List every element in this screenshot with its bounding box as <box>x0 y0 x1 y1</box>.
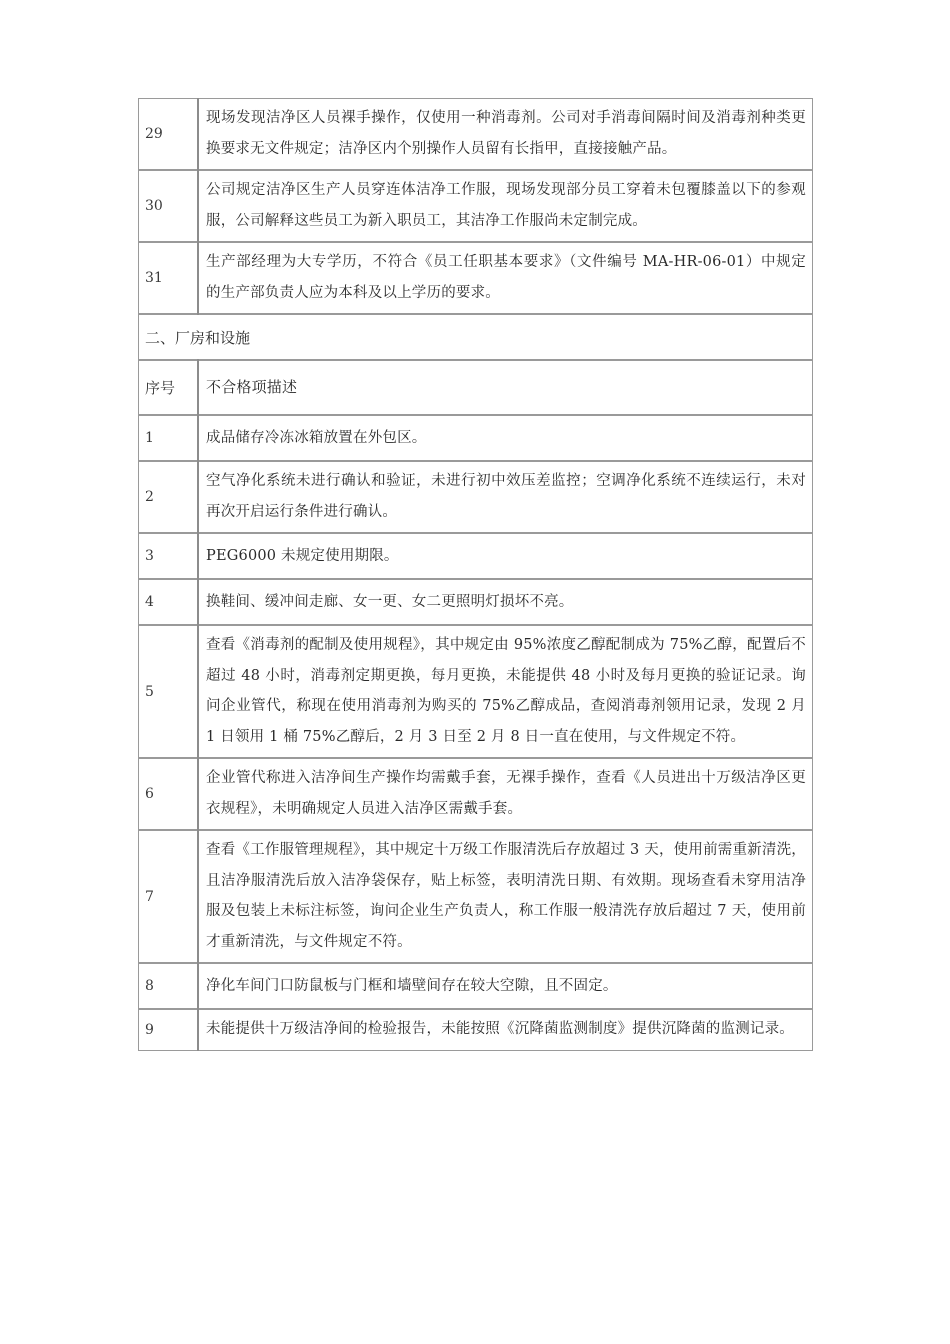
section-title: 二、厂房和设施 <box>139 314 813 360</box>
row-number: 29 <box>139 99 199 171</box>
row-description: 查看《工作服管理规程》，其中规定十万级工作服清洗后存放超过 3 天，使用前需重新清洗，且洁净服清洗后放入洁净袋保存，贴上标签，表明清洗日期、有效期。现场查看未穿用洁净服及包装上未标注标签，询问企业生产负责人，称工作服一般清洗存放后超过 7 天，使用前才重新清洗，与文件规定不符。 <box>198 830 813 963</box>
row-number: 8 <box>139 963 199 1009</box>
row-number: 3 <box>139 533 199 579</box>
table-row <box>139 1009 813 1050</box>
row-number: 7 <box>139 830 199 963</box>
row-number: 9 <box>139 1009 199 1050</box>
header-number: 序号 <box>139 360 199 415</box>
table-row <box>139 579 813 625</box>
table-row <box>139 830 813 963</box>
row-number: 5 <box>139 625 199 758</box>
nonconformity-table <box>138 98 813 1051</box>
table-row <box>139 99 813 171</box>
header-description: 不合格项描述 <box>198 360 813 415</box>
row-description: 未能提供十万级洁净间的检验报告，未能按照《沉降菌监测制度》提供沉降菌的监测记录。 <box>198 1009 813 1050</box>
row-number: 30 <box>139 170 199 242</box>
table-row <box>139 242 813 314</box>
row-description: 公司规定洁净区生产人员穿连体洁净工作服，现场发现部分员工穿着未包覆膝盖以下的参观服，公司解释这些员工为新入职员工，其洁净工作服尚未定制完成。 <box>198 170 813 242</box>
row-description: 生产部经理为大专学历，不符合《员工任职基本要求》（文件编号 MA-HR-06-01）中规定的生产部负责人应为本科及以上学历的要求。 <box>198 242 813 314</box>
table-row <box>139 625 813 758</box>
table-row <box>139 758 813 830</box>
table-row <box>139 461 813 533</box>
row-description: 成品储存冷冻冰箱放置在外包区。 <box>198 415 813 461</box>
table-row <box>139 963 813 1009</box>
row-number: 31 <box>139 242 199 314</box>
section-heading-row <box>139 314 813 360</box>
row-description: 企业管代称进入洁净间生产操作均需戴手套，无裸手操作，查看《人员进出十万级洁净区更衣规程》，未明确规定人员进入洁净区需戴手套。 <box>198 758 813 830</box>
row-description: 查看《消毒剂的配制及使用规程》，其中规定由 95%浓度乙醇配制成为 75%乙醇，配置后不超过 48 小时，消毒剂定期更换，每月更换，未能提供 48 小时及每月更换的验证记录。询问企业管代，称现在使用消毒剂为购买的 75%乙醇成品，查阅消毒剂领用记录，发现 2 月 1 日领用 1 桶 75%乙醇后，2 月 3 日至 2 月 8 日一直在使用，与文件规定不符。 <box>198 625 813 758</box>
row-description: 净化车间门口防鼠板与门框和墙壁间存在较大空隙，且不固定。 <box>198 963 813 1009</box>
table-row <box>139 533 813 579</box>
table-header-row <box>139 360 813 415</box>
row-description: 空气净化系统未进行确认和验证，未进行初中效压差监控；空调净化系统不连续运行，未对再次开启运行条件进行确认。 <box>198 461 813 533</box>
row-number: 4 <box>139 579 199 625</box>
row-number: 2 <box>139 461 199 533</box>
row-number: 1 <box>139 415 199 461</box>
row-description: 现场发现洁净区人员裸手操作，仅使用一种消毒剂。公司对手消毒间隔时间及消毒剂种类更换要求无文件规定；洁净区内个别操作人员留有长指甲，直接接触产品。 <box>198 99 813 171</box>
row-description: 换鞋间、缓冲间走廊、女一更、女二更照明灯损坏不亮。 <box>198 579 813 625</box>
table-row <box>139 415 813 461</box>
row-description: PEG6000 未规定使用期限。 <box>198 533 813 579</box>
table-row <box>139 170 813 242</box>
row-number: 6 <box>139 758 199 830</box>
